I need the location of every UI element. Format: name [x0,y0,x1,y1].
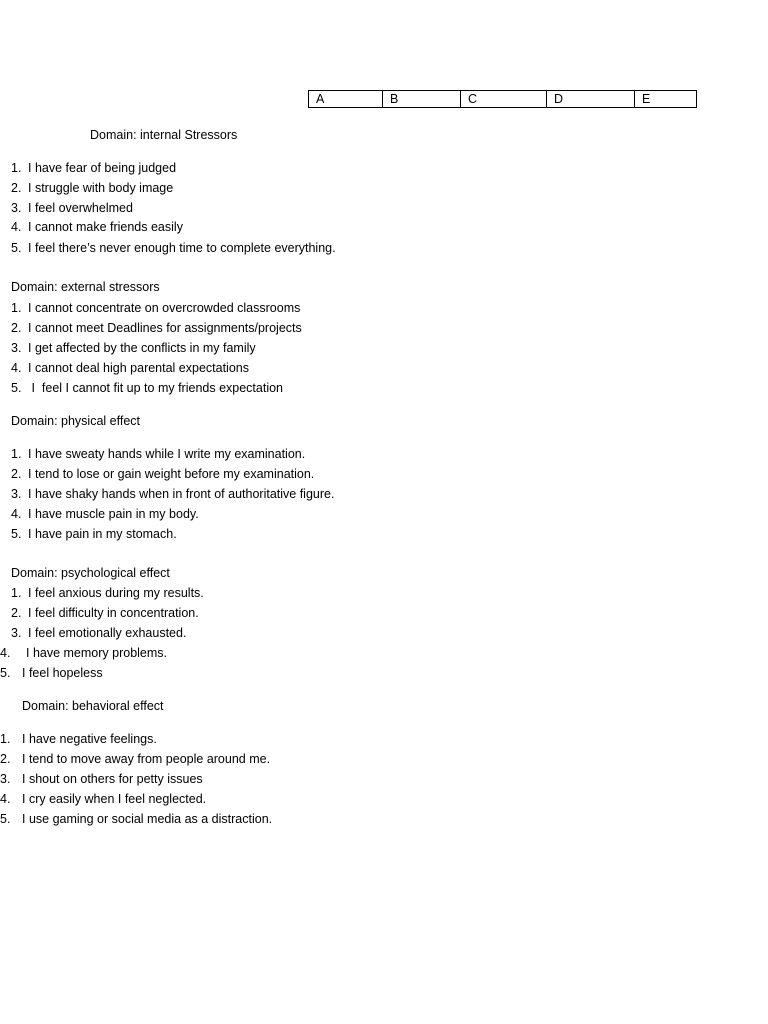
item-number: 2. [11,321,22,335]
scale-cell-b: B [383,91,461,107]
item-text: I have pain in my stomach. [28,527,177,541]
domain-title-psychological-effect: Domain: psychological effect [11,566,170,580]
item-text: I cry easily when I feel neglected. [22,792,207,806]
item-text: I tend to lose or gain weight before my examination. [28,467,315,481]
item-number: 2. [0,752,11,766]
item-text: I feel overwhelmed [28,201,133,215]
item-text: I use gaming or social media as a distraction. [22,812,273,826]
scale-cell-a: A [309,91,383,107]
item-number: 5. [0,812,11,826]
item-text: I feel difficulty in concentration. [28,606,199,620]
item-number: 1. [11,447,22,461]
scale-cell-e: E [642,92,651,106]
item-number: 2. [11,606,22,620]
item-number: 5. [11,381,22,395]
domain-title-physical-effect: Domain: physical effect [11,414,140,428]
item-number: 4. [0,792,11,806]
item-number: 4. [11,220,22,234]
item-number: 3. [11,201,22,215]
item-number: 4. [11,507,22,521]
item-number: 2. [11,181,22,195]
item-text: I feel hopeless [22,666,103,680]
item-number: 1. [11,586,22,600]
item-text: I feel I cannot fit up to my friends expectation [28,381,283,395]
item-text: I have fear of being judged [28,161,177,175]
item-text: I cannot concentrate on overcrowded classrooms [28,301,301,315]
item-text: I have muscle pain in my body. [28,507,199,521]
item-text: I have memory problems. [26,646,168,660]
item-number: 3. [0,772,11,786]
item-number: 5. [11,241,22,255]
item-number: 3. [11,341,22,355]
domain-title-external-stressors: Domain: external stressors [11,280,160,294]
domain-title-behavioral-effect: Domain: behavioral effect [22,699,164,713]
item-text: I struggle with body image [28,181,174,195]
item-number: 2. [11,467,22,481]
domain-title-internal-stressors: Domain: internal Stressors [90,128,238,142]
item-text: I feel emotionally exhausted. [28,626,187,640]
item-number: 1. [11,301,22,315]
item-number: 1. [11,161,22,175]
item-number: 4. [0,646,11,660]
item-number: 4. [11,361,22,375]
item-text: I cannot make friends easily [28,220,183,234]
item-text: I tend to move away from people around me. [22,752,271,766]
item-text: I cannot meet Deadlines for assignments/projects [28,321,302,335]
item-text: I have sweaty hands while I write my examination. [28,447,306,461]
item-text: I cannot deal high parental expectations [28,361,249,375]
item-number: 1. [0,732,11,746]
item-text: I feel there’s never enough time to complete everything. [28,241,336,255]
item-text: I get affected by the conflicts in my family [28,341,256,355]
scale-cell-c: C [461,91,547,107]
item-text: I feel anxious during my results. [28,586,204,600]
item-number: 3. [11,487,22,501]
item-text: I have shaky hands when in front of authoritative figure. [28,487,335,501]
rating-scale-table [308,90,697,108]
item-text: I shout on others for petty issues [22,772,203,786]
item-number: 3. [11,626,22,640]
item-text: I have negative feelings. [22,732,157,746]
item-number: 5. [11,527,22,541]
scale-cell-d: D [547,91,635,107]
item-number: 5. [0,666,11,680]
